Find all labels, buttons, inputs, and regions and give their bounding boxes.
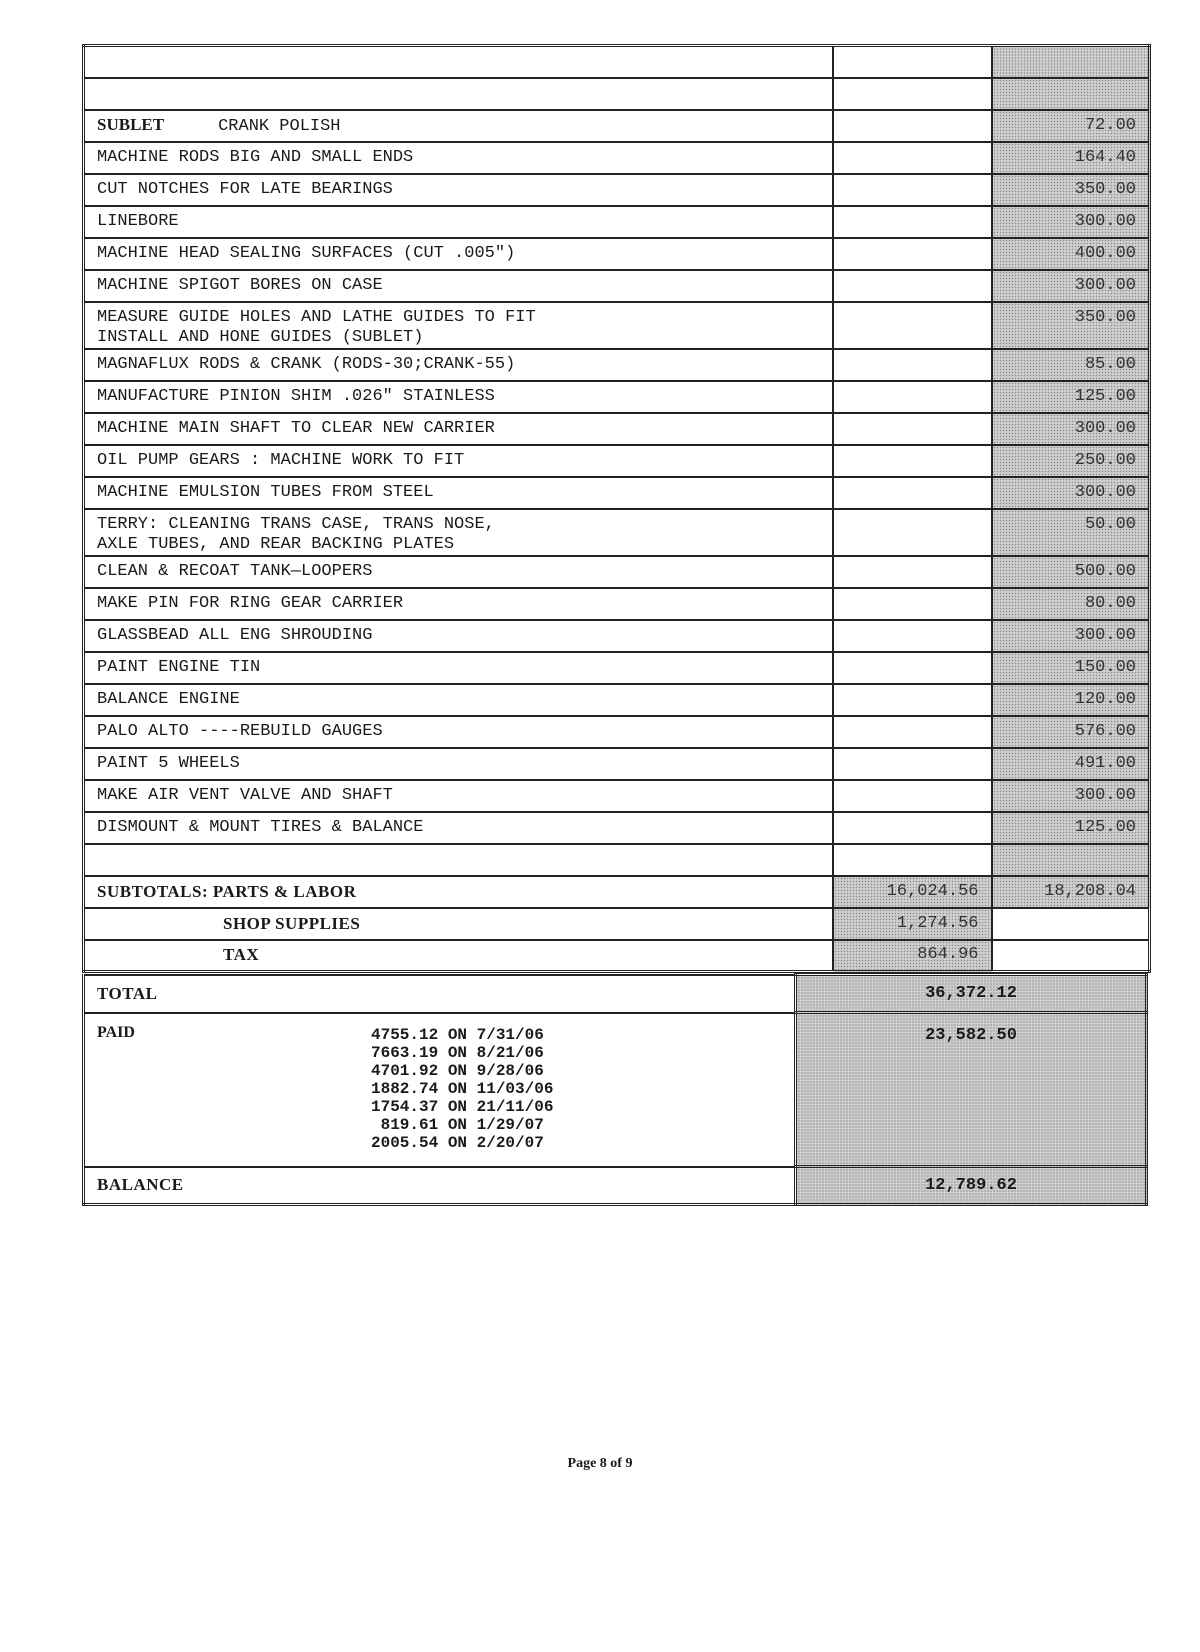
line-item-amount: 50.00	[992, 509, 1150, 556]
line-item-text: BALANCE ENGINE	[97, 689, 240, 709]
line-item-text: MAGNAFLUX RODS & CRANK (RODS-30;CRANK-55)	[97, 354, 516, 374]
line-item-row	[84, 556, 1150, 588]
line-item-parts	[833, 349, 992, 381]
line-item-parts	[833, 302, 992, 349]
line-item-row	[84, 413, 1150, 445]
line-item-row	[84, 445, 1150, 477]
line-items-table	[82, 44, 1151, 973]
line-item-row	[84, 206, 1150, 238]
line-item-description	[84, 556, 833, 588]
line-item-parts	[833, 684, 992, 716]
line-item-text: CUT NOTCHES FOR LATE BEARINGS	[97, 179, 393, 199]
line-item-amount	[992, 844, 1150, 876]
line-item-amount: 491.00	[992, 748, 1150, 780]
line-item-amount: 164.40	[992, 142, 1150, 174]
line-item-row	[84, 477, 1150, 509]
page-number: Page 8 of 9	[567, 1456, 633, 1471]
line-item-text: OIL PUMP GEARS : MACHINE WORK TO FIT	[97, 450, 465, 470]
line-item-parts	[833, 652, 992, 684]
payments-list	[371, 1026, 553, 1152]
line-item-text: MACHINE EMULSION TUBES FROM STEEL	[97, 482, 434, 502]
line-item-row	[84, 684, 1150, 716]
line-item-parts	[833, 812, 992, 844]
payment-entry: 4701.92 ON 9/28/06	[371, 1061, 544, 1080]
line-item-parts	[833, 588, 992, 620]
payment-entry: 2005.54 ON 2/20/07	[371, 1133, 544, 1152]
tax-blank	[992, 940, 1150, 972]
line-item-description	[84, 477, 833, 509]
payment-entry: 7663.19 ON 8/21/06	[371, 1043, 544, 1062]
line-item-amount: 150.00	[992, 652, 1150, 684]
line-item-parts	[833, 477, 992, 509]
payment-entry: 1754.37 ON 21/11/06	[371, 1097, 554, 1116]
line-item-amount: 300.00	[992, 270, 1150, 302]
tax-value: 864.96	[833, 940, 992, 972]
line-item-parts	[833, 174, 992, 206]
line-item-text: PAINT ENGINE TIN	[97, 657, 261, 677]
line-item-parts	[833, 142, 992, 174]
line-item-row	[84, 844, 1150, 876]
line-item-amount: 300.00	[992, 206, 1150, 238]
line-item-text: TERRY: CLEANING TRANS CASE, TRANS NOSE,	[97, 514, 495, 534]
line-item-description	[84, 780, 833, 812]
line-item-description	[84, 748, 833, 780]
line-item-row	[84, 812, 1150, 844]
line-item-text: MANUFACTURE PINION SHIM .026" STAINLESS	[97, 386, 495, 406]
line-item-parts	[833, 716, 992, 748]
line-item-description	[84, 652, 833, 684]
line-item-row	[84, 238, 1150, 270]
line-item-description	[84, 716, 833, 748]
line-item-text-line2: INSTALL AND HONE GUIDES (SUBLET)	[97, 327, 424, 347]
line-item-row	[84, 620, 1150, 652]
payment-entry: 819.61 ON 1/29/07	[371, 1115, 544, 1134]
line-item-row	[84, 588, 1150, 620]
line-item-row	[84, 270, 1150, 302]
paid-total: 23,582.50	[796, 1013, 1147, 1167]
line-item-amount: 125.00	[992, 812, 1150, 844]
line-item-amount: 400.00	[992, 238, 1150, 270]
line-item-row	[84, 349, 1150, 381]
line-item-row	[84, 716, 1150, 748]
line-item-description	[84, 620, 833, 652]
line-item-parts	[833, 46, 992, 78]
line-item-text: MEASURE GUIDE HOLES AND LATHE GUIDES TO FIT	[97, 307, 536, 327]
line-item-row	[84, 381, 1150, 413]
line-item-description	[84, 413, 833, 445]
balance-row	[84, 1167, 1147, 1205]
line-item-parts	[833, 206, 992, 238]
parts-subtotal: 16,024.56	[833, 876, 992, 908]
line-item-description	[84, 78, 833, 110]
summary-table	[82, 973, 1148, 1206]
line-item-amount: 500.00	[992, 556, 1150, 588]
line-item-text: MACHINE MAIN SHAFT TO CLEAR NEW CARRIER	[97, 418, 495, 438]
line-item-amount: 80.00	[992, 588, 1150, 620]
line-item-description	[84, 206, 833, 238]
line-item-parts	[833, 78, 992, 110]
line-item-text: GLASSBEAD ALL ENG SHROUDING	[97, 625, 373, 645]
line-item-description	[84, 349, 833, 381]
shop-supplies-value: 1,274.56	[833, 908, 992, 940]
line-item-text: DISMOUNT & MOUNT TIRES & BALANCE	[97, 817, 424, 837]
line-item-row	[84, 748, 1150, 780]
paid-row	[84, 1013, 1147, 1167]
line-item-amount: 250.00	[992, 445, 1150, 477]
line-item-text: PALO ALTO ----REBUILD GAUGES	[97, 721, 383, 741]
line-item-parts	[833, 270, 992, 302]
line-item-text: MACHINE RODS BIG AND SMALL ENDS	[97, 147, 414, 167]
line-item-description	[84, 270, 833, 302]
line-item-row	[84, 78, 1150, 110]
tax-row	[84, 940, 1150, 972]
line-item-amount: 300.00	[992, 620, 1150, 652]
balance-value: 12,789.62	[796, 1167, 1147, 1205]
line-item-amount	[992, 46, 1150, 78]
line-item-parts	[833, 445, 992, 477]
line-item-parts	[833, 381, 992, 413]
line-item-description	[84, 238, 833, 270]
line-item-text: MACHINE SPIGOT BORES ON CASE	[97, 275, 383, 295]
total-value: 36,372.12	[796, 975, 1147, 1013]
shop-supplies-blank	[992, 908, 1150, 940]
line-item-description	[84, 302, 833, 349]
line-item-row	[84, 110, 1150, 142]
line-item-amount: 85.00	[992, 349, 1150, 381]
line-item-text: LINEBORE	[97, 211, 179, 231]
labor-subtotal: 18,208.04	[992, 876, 1150, 908]
line-item-description	[84, 46, 833, 78]
line-item-row	[84, 46, 1150, 78]
payment-entry: 1882.74 ON 11/03/06	[371, 1079, 554, 1098]
line-item-parts	[833, 780, 992, 812]
line-item-description	[84, 381, 833, 413]
line-item-row	[84, 780, 1150, 812]
line-item-description	[84, 509, 833, 556]
line-item-text: MAKE PIN FOR RING GEAR CARRIER	[97, 593, 404, 613]
line-item-amount: 300.00	[992, 477, 1150, 509]
line-item-description	[84, 142, 833, 174]
line-item-row	[84, 302, 1150, 349]
line-item-description	[84, 588, 833, 620]
line-item-amount: 576.00	[992, 716, 1150, 748]
invoice-sheet	[82, 44, 1148, 1206]
line-item-description	[84, 844, 833, 876]
line-item-text: MAKE AIR VENT VALVE AND SHAFT	[97, 785, 393, 805]
tax-label: TAX	[84, 940, 833, 972]
shop-supplies-label: SHOP SUPPLIES	[84, 908, 833, 940]
line-item-description	[84, 174, 833, 206]
line-item-description	[84, 812, 833, 844]
line-item-text: PAINT 5 WHEELS	[97, 753, 240, 773]
line-item-row	[84, 652, 1150, 684]
line-item-amount: 72.00	[992, 110, 1150, 142]
line-item-row	[84, 509, 1150, 556]
line-item-amount: 350.00	[992, 174, 1150, 206]
line-item-text: MACHINE HEAD SEALING SURFACES (CUT .005")	[97, 243, 516, 263]
line-item-description	[84, 445, 833, 477]
line-item-parts	[833, 413, 992, 445]
sublet-tag: SUBLET	[97, 114, 165, 134]
line-item-row	[84, 142, 1150, 174]
line-item-parts	[833, 620, 992, 652]
line-item-parts	[833, 509, 992, 556]
line-item-amount: 120.00	[992, 684, 1150, 716]
total-label: TOTAL	[84, 975, 796, 1013]
total-row	[84, 975, 1147, 1013]
subtotals-label: SUBTOTALS: PARTS & LABOR	[84, 876, 833, 908]
paid-cell	[84, 1013, 796, 1167]
line-item-amount	[992, 78, 1150, 110]
line-item-parts	[833, 844, 992, 876]
paid-label: PAID	[97, 1023, 135, 1041]
line-item-description	[84, 684, 833, 716]
line-item-amount: 350.00	[992, 302, 1150, 349]
line-item-parts	[833, 238, 992, 270]
subtotals-row	[84, 876, 1150, 908]
line-item-row	[84, 174, 1150, 206]
line-item-amount: 300.00	[992, 413, 1150, 445]
line-item-parts	[833, 110, 992, 142]
shop-supplies-row	[84, 908, 1150, 940]
line-item-amount: 300.00	[992, 780, 1150, 812]
balance-label: BALANCE	[84, 1167, 796, 1205]
line-item-text: CLEAN & RECOAT TANK—LOOPERS	[97, 561, 373, 581]
payment-entry: 4755.12 ON 7/31/06	[371, 1025, 544, 1044]
line-item-parts	[833, 748, 992, 780]
line-item-amount: 125.00	[992, 381, 1150, 413]
line-item-parts	[833, 556, 992, 588]
line-item-text-line2: AXLE TUBES, AND REAR BACKING PLATES	[97, 534, 455, 554]
line-item-text: CRANK POLISH	[218, 116, 341, 136]
line-item-description	[84, 110, 833, 142]
